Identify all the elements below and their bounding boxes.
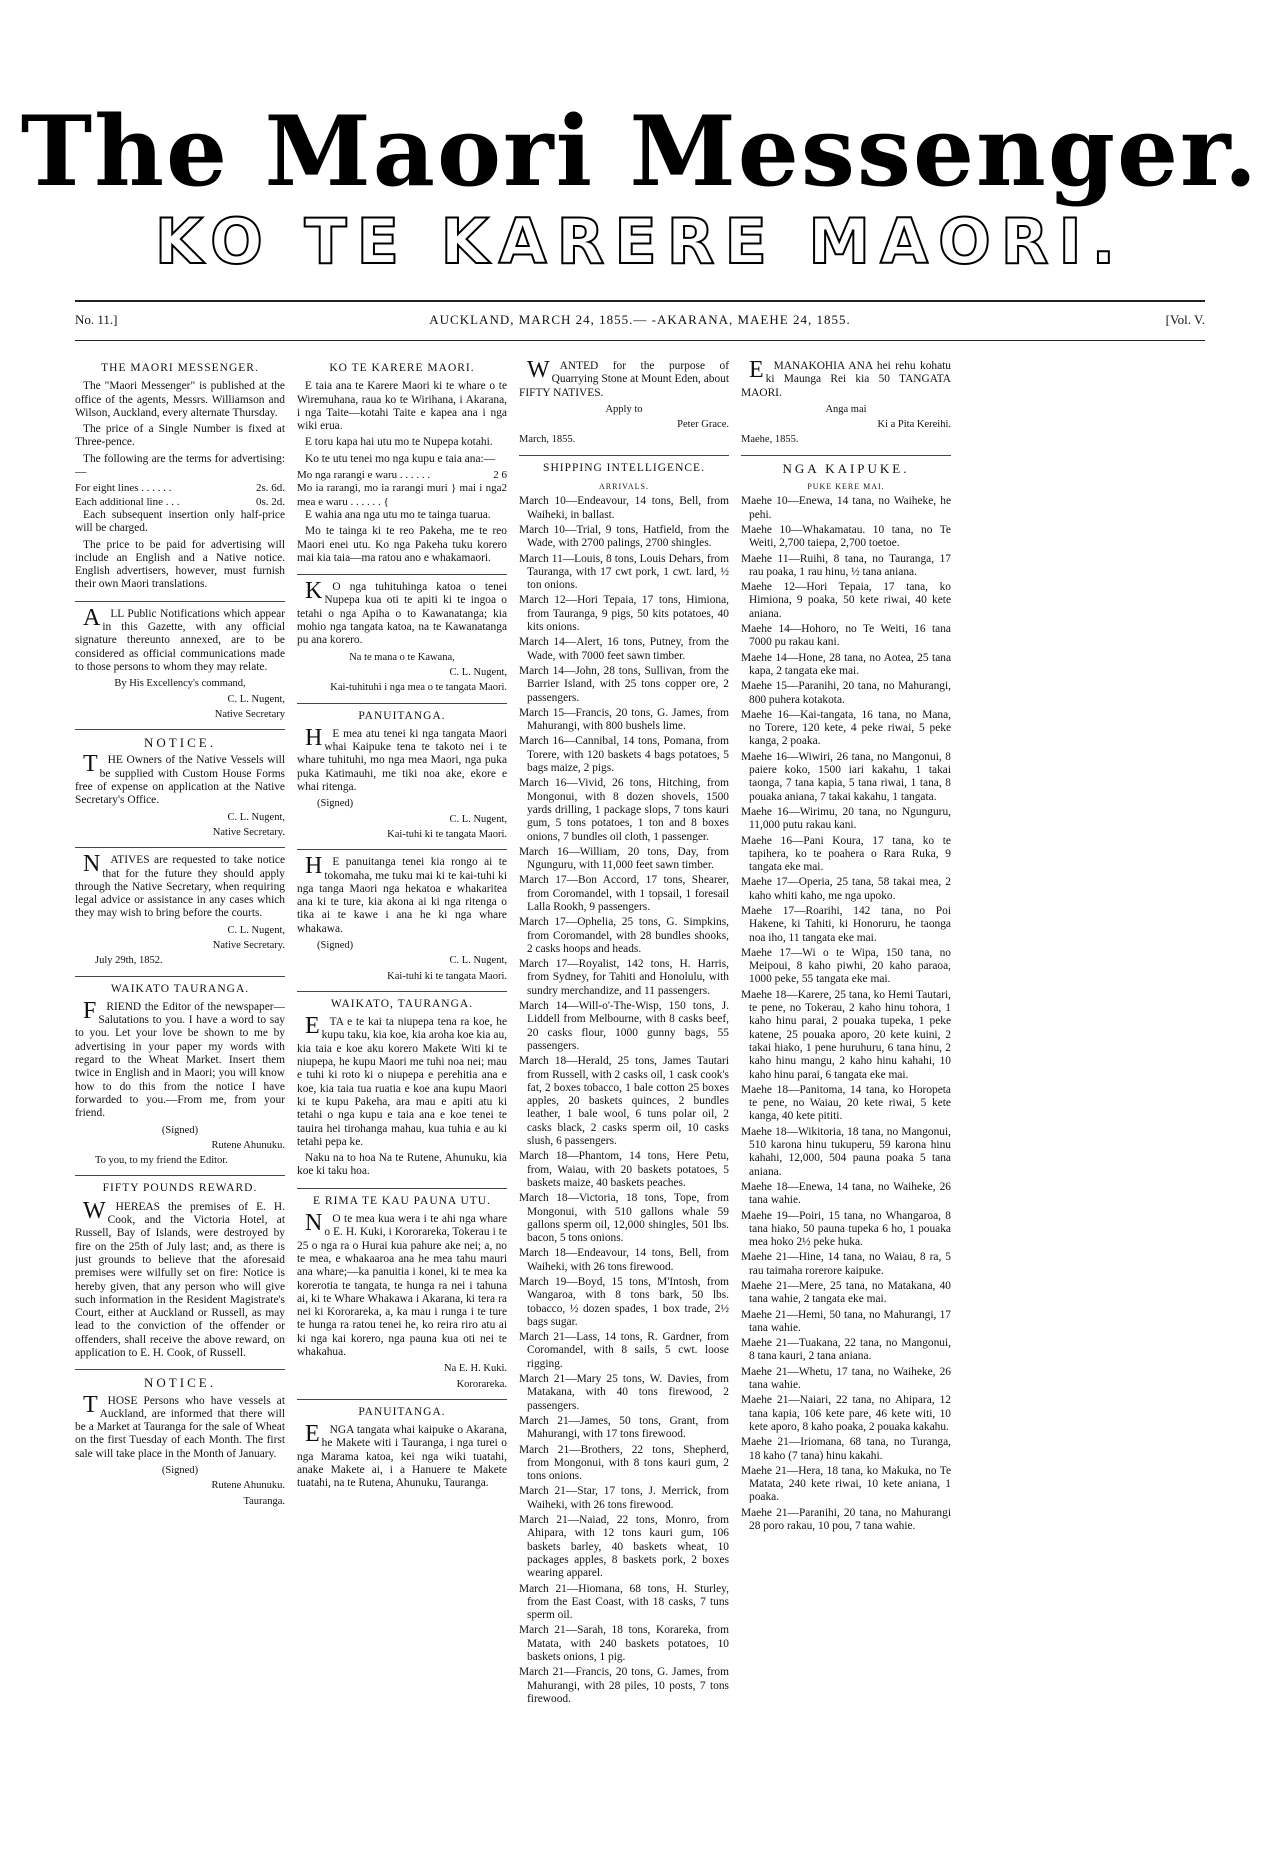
column-2 bbox=[297, 360, 507, 1840]
shipping-entry: Maehe 16—Pani Koura, 17 tana, ko te tapihera, ko te poahera o Rara Ruka, 9 tangata eke mai. bbox=[741, 834, 951, 874]
volume-number: [Vol. V. bbox=[1165, 312, 1205, 327]
shipping-entry: Maehe 17—Roarihi, 142 tana, no Poi Hakene, ki Tahiti, ki Honoruru, he taonga noa iho, 11 tangata eke mai. bbox=[741, 904, 951, 944]
paragraph: Naku na to hoa Na te Rutene, Ahunuku, kia koe ki taku hoa. bbox=[297, 1152, 507, 1178]
shipping-entry: Maehe 18—Wikitoria, 18 tana, no Mangonui, 510 karona hinu tukuperu, 59 karona hinu kahahi, 12,000, 504 pauna poaka 5 tana aniana. bbox=[741, 1125, 951, 1178]
signature-name: C. L. Nugent, bbox=[227, 924, 285, 936]
paragraph: The price of a Single Number is fixed at Three-pence. bbox=[75, 423, 285, 449]
kaipuke-list bbox=[741, 495, 951, 1533]
paragraph: NATIVES are requested to take notice that for the future they should apply through the Native Secretary, when requiring legal advice or assistance in any cases which they may wish to bring before the courts. bbox=[75, 851, 285, 920]
shipping-entry: Maehe 21—Hemi, 50 tana, no Mahurangi, 17 tana wahie. bbox=[741, 1308, 951, 1334]
signature-name: Na E. H. Kuki. bbox=[444, 1363, 507, 1375]
signature-title: Native Secretary bbox=[214, 708, 285, 720]
shipping-entry: March 17—Royalist, 142 tons, H. Harris, from Sydney, for Tahiti and Honolulu, with sundry merchandize, and 11 passengers. bbox=[519, 958, 729, 997]
signature-title: Kai-tuhi ki te tangata Maori. bbox=[387, 828, 507, 840]
paragraph: THOSE Persons who have vessels at Auckland, are informed that there will be a Market at Tauranga for the sale of Wheat on the first Tuesday of each Month. The first sale will take place in the Month of January. bbox=[75, 1391, 285, 1460]
shipping-entry: Maehe 17—Wi o te Wipa, 150 tana, no Meipoui, 8 kaho piwhi, 20 kaho paraoa, 1000 peke, 55 tangata eke mai. bbox=[741, 946, 951, 986]
shipping-entry: Maehe 18—Karere, 25 tana, ko Hemi Tautari, te pene, no Tokerau, 2 kaho hinu tohora, 1 kaho hinu parai, 2 pouaka tupeka, 1 peke katene, 25 pouaka aporo, 20 kete kuini, 2 takai hiako, 1 pene huruhuru, 6 tana hinu, 2 kaho hinu mangu, 2 kaho hinu kahahi, 10 kaho hinu parai, 6 tangata eke mai. bbox=[741, 988, 951, 1081]
newspaper-subtitle: KO TE KARERE MAORI. bbox=[154, 205, 1126, 278]
shipping-entry: March 19—Boyd, 15 tons, M'Intosh, from Wangaroa, with 8 tons bark, 50 lbs. tobacco, ½ dozen spades, 1 box trade, 2½ bags sugar. bbox=[519, 1276, 729, 1328]
section-heading: WAIKATO TAURANGA. bbox=[110, 982, 250, 995]
signature-name: C. L. Nugent, bbox=[227, 811, 285, 823]
paragraph: WANTED for the purpose of Quarrying Stone at Mount Eden, about FIFTY NATIVES. bbox=[519, 360, 729, 399]
shipping-entry: March 21—Hiomana, 68 tons, H. Sturley, from the East Coast, with 18 casks, 7 tuns sperm oil. bbox=[519, 1582, 729, 1622]
shipping-entry: Maehe 21—Naiari, 22 tana, no Ahipara, 12 tana kapia, 106 kete pare, 46 kete witi, 10 kete aporo, 8 kaho poaka, 2 pouaka kakahu. bbox=[741, 1394, 951, 1433]
arrivals-label: PUKE KERE MAI. bbox=[807, 482, 885, 492]
shipping-entry: Maehe 10—Enewa, 14 tana, no Waiheke, he pehi. bbox=[741, 495, 951, 521]
paragraph: The following are the terms for advertising:— bbox=[75, 452, 285, 479]
paragraph: HE panuitanga tenei kia rongo ai te tokomaha, me tuku mai ki te kai-tuhi ki nga tanga Maori nga hekatoa e whakaritea ana ki te ture, kia akona ai ki nga ritenga o tika ai te kawe i ana he ki nga whare whakawa. bbox=[297, 853, 507, 935]
paragraph: KO nga tuhituhinga katoa o tenei Nupepa kua oti te apiti ki te ingoa o tetahi o nga Apiha o to Kawanatanga; kia mohio nga tangata katoa, na te Kawanatanga pu ana korero. bbox=[297, 578, 507, 647]
paragraph: The price to be paid for advertising will include an English and a Native notice. English advertisers, however, must furnish their own Maori translations. bbox=[75, 538, 285, 591]
shipping-entry: March 18—Victoria, 18 tons, Tope, from Mongonui, with 510 gallons whale 59 gallons sperm oil, 12,000 shingles, 501 lbs. bacon, 5 tons onions. bbox=[519, 1192, 729, 1245]
shipping-entry: March 11—Louis, 8 tons, Louis Dehars, from Tauranga, with 17 cwt pork, 1 cwt. lard, ½ ton onions. bbox=[519, 552, 729, 592]
rate-value: 2s. 6d. bbox=[255, 482, 285, 495]
shipping-entry: Maehe 21—Hine, 14 tana, no Waiau, 8 ra, 5 rau taimaha rorerore kaipuke. bbox=[741, 1251, 951, 1277]
dateline-rule bbox=[75, 340, 1205, 341]
paragraph: FRIEND the Editor of the newspaper— Salutations to you. I have a word to say to you. Let your love be shown to me by advertising in your paper my words with regard to the Wheat Market. Insert them twice in English and in Maori; you will know how to do this from the notice I have forwarded to you.—From me, from your friend. bbox=[75, 997, 285, 1120]
signature-name: C. L. Nugent, bbox=[449, 955, 507, 967]
ko-te-karere-notice bbox=[297, 362, 507, 575]
shipping-entry: March 21—Lass, 14 tons, R. Gardner, from Coromandel, with 8 sails, 5 cwt. loose rigging. bbox=[519, 1331, 729, 1370]
public-notifications bbox=[75, 604, 285, 730]
manakohia-notice bbox=[741, 360, 951, 456]
paragraph: ENGA tangata whai kaipuke o Akarana, he Makete witi i Tauranga, i nga turei o nga Marama katoa, kei nga wiki tuatahi, anake Makete ai, i a Hanuere te Makete tuatahi, na te Rutena, Ahunuku, Tauranga. bbox=[297, 1421, 507, 1490]
shipping-entry: March 14—John, 28 tons, Sullivan, from the Barrier Island, with 25 tons copper ore, 2 passengers. bbox=[519, 664, 729, 704]
panuitanga-3 bbox=[297, 1406, 507, 1500]
paragraph: E wahia ana nga utu mo te tainga tuarua. bbox=[305, 508, 491, 521]
notice-market bbox=[75, 1376, 285, 1516]
column-4 bbox=[741, 360, 951, 1840]
shipping-entry: Maehe 16—Wiwiri, 26 tana, no Mangonui, 8 paiere koko, 1500 iari kakahu, 1 takai taonga, 7 tana kapia, 5 tana riwai, 1 tana, 8 pouaka aniana, 7 takai kakahu, 1 tangata. bbox=[741, 750, 951, 803]
shipping-list bbox=[519, 495, 729, 1706]
signature-line: By His Excellency's command, bbox=[114, 678, 246, 690]
nga-kaipuke bbox=[741, 462, 951, 1542]
signature-name: C. L. Nugent, bbox=[449, 666, 507, 678]
signature-title: Kai-tuhi ki te tangata Maori. bbox=[387, 970, 507, 982]
notice-natives bbox=[75, 851, 285, 976]
shipping-entry: March 12—Hori Tepaia, 17 tons, Himiona, from Tauranga, 9 pigs, 50 kits potatoes, 40 kits onions. bbox=[519, 594, 729, 634]
shipping-entry: Maehe 12—Hori Tepaia, 17 tana, ko Himiona, 9 poaka, 50 kete riwai, 40 kete aniana. bbox=[741, 581, 951, 620]
e-rima-te-kau-pauna bbox=[297, 1195, 507, 1400]
shipping-entry: Maehe 10—Whakamatau. 10 tana, no Te Weiti, 2,700 taiepa, 2,700 toetoe. bbox=[741, 523, 951, 550]
column-5 bbox=[963, 360, 1205, 1840]
section-heading: NOTICE. bbox=[144, 1375, 216, 1391]
section-heading: PANUITANGA. bbox=[358, 709, 446, 722]
paragraph: ALL Public Notifications which appear in this Gazette, with any official signature thereunto annexed, are to be considered as official communications made to those persons to whom they may relate. bbox=[75, 604, 285, 673]
paragraph: Mo te tainga ki te reo Pakeha, me te reo Maori enei utu. Ko nga Pakeha tuku korero mai kia taia—ma ratou ano e whakamaori. bbox=[297, 525, 507, 564]
shipping-entry: March 18—Herald, 25 tons, James Tautari from Russell, with 2 casks oil, 1 cask cook's fat, 2 boxes tobacco, 1 bale cotton 25 boxes apples, 20 baskets quinces, 2 bundles leather, 1 bale wool, 6 tuns polar oil, 2 casks black, 2 casks sperm oil, 10 casks slush, 6 passengers. bbox=[519, 1055, 729, 1148]
rate-line bbox=[75, 496, 285, 509]
shipping-entry: March 15—Francis, 20 tons, G. James, from Mahurangi, with 800 bushels lime. bbox=[519, 706, 729, 733]
shipping-entry: March 14—Will-o'-The-Wisp, 150 tons, J. Liddell from Melbourne, with 8 casks beef, 20 casks flour, 1000 gunny bags, 55 passengers. bbox=[519, 1000, 729, 1052]
notice-vessels bbox=[75, 736, 285, 848]
column-3 bbox=[519, 360, 729, 1840]
shipping-entry: March 16—Vivid, 26 tons, Hitching, from Mongonui, with 8 dozen shovels, 1500 yards drilling, 1 package slops, 7 tons kauri gum, 5 tons potatoes, 1 ton and 8 boxes onions, 7 bundles oil cloth, 1 passenger. bbox=[519, 777, 729, 843]
paragraph: HE mea atu tenei ki nga tangata Maori whai Kaipuke tena te takoto nei i te whare tuhituhi, mo nga mea Maori, nga puka puka Katimauhi, me tiki noa ake, ekore e whai ritenga. bbox=[297, 724, 507, 794]
rate-label: Mo nga rarangi e waru . . . . . . bbox=[297, 469, 431, 482]
issue-date: AUCKLAND, MARCH 24, 1855.— -AKARANA, MAEHE 24, 1855. bbox=[429, 312, 851, 327]
shipping-entry: Maehe 17—Operia, 25 tana, 58 takai mea, 2 kaho whiti kaho, me nga upoko. bbox=[741, 876, 951, 902]
signature-title: Kai-tuhituhi i nga mea o te tangata Maori. bbox=[330, 682, 507, 694]
shipping-entry: March 10—Endeavour, 14 tons, Bell, from Waiheki, in ballast. bbox=[519, 495, 729, 521]
arrivals-label: ARRIVALS. bbox=[599, 482, 649, 492]
signed-label: (Signed) bbox=[161, 1124, 199, 1136]
shipping-entry: Maehe 21—Mere, 25 tana, no Matakana, 40 tana wahie, 2 tangata eke mai. bbox=[741, 1280, 951, 1306]
shipping-entry: March 18—Phantom, 14 tons, Here Petu, from, Waiau, with 20 baskets potatoes, 5 baskets maize, 40 baskets peaches. bbox=[519, 1150, 729, 1189]
page-columns bbox=[75, 360, 1205, 1840]
shipping-entry: Maehe 18—Panitoma, 14 tana, ko Horopeta te pene, no Waiau, 20 kete riwai, 5 kete kanga, 40 kete pititi. bbox=[741, 1083, 951, 1123]
section-heading: NGA KAIPUKE. bbox=[782, 460, 910, 476]
paragraph: EMANAKOHIA ANA hei rehu kohatu ki Maunga Rei kia 50 TANGATA MAORI. bbox=[741, 360, 951, 399]
shipping-entry: March 21—James, 50 tons, Grant, from Mahurangi, with 17 tons firewood. bbox=[519, 1414, 729, 1441]
notice-date: July 29th, 1852. bbox=[95, 955, 163, 967]
dateline bbox=[75, 312, 1205, 336]
signature-name: Rutene Ahunuku. bbox=[211, 1480, 285, 1492]
rate-line bbox=[75, 482, 285, 495]
notice-date: March, 1855. bbox=[519, 434, 576, 446]
shipping-entry: Maehe 15—Paranihi, 20 tana, no Mahurangi, 800 puhera kotakota. bbox=[741, 680, 951, 706]
shipping-entry: March 21—Star, 17 tons, J. Merrick, from Waiheki, with 26 tons firewood. bbox=[519, 1485, 729, 1511]
signature-name: C. L. Nugent, bbox=[449, 813, 507, 825]
signature-title: Native Secretary. bbox=[212, 826, 285, 838]
section-heading: PANUITANGA. bbox=[358, 1405, 446, 1418]
signature-name: Ki a Pita Kereihi. bbox=[877, 419, 951, 431]
panuitanga-2 bbox=[297, 853, 507, 992]
shipping-entry: March 16—Cannibal, 14 tons, Pomana, from Torere, with 120 baskets 4 bags potatoes, 5 bags maize, 2 pigs. bbox=[519, 735, 729, 775]
section-heading: KO TE KARERE MAORI. bbox=[329, 362, 475, 374]
signature-place: Kororareka. bbox=[456, 1378, 507, 1390]
shipping-entry: Maehe 21—Tuakana, 22 tana, no Mangonui, 8 tana kauri, 2 tana aniana. bbox=[741, 1337, 951, 1363]
shipping-entry: Maehe 21—Hera, 18 tana, ko Makuka, no Te Matata, 240 kete riwai, 10 kete aniana, 1 poaka. bbox=[741, 1464, 951, 1504]
signature-name: Rutene Ahunuku. bbox=[211, 1139, 285, 1151]
signature-name: Peter Grace. bbox=[677, 419, 729, 431]
shipping-entry: Maehe 18—Enewa, 14 tana, no Waiheke, 26 tana wahie. bbox=[741, 1180, 951, 1207]
shipping-entry: Maehe 19—Poiri, 15 tana, no Whangaroa, 8 tana hiako, 50 pauna tupeka 6 ho, 1 pouaka mea hoko 2½ peke huka. bbox=[741, 1209, 951, 1249]
section-heading: WAIKATO, TAURANGA. bbox=[330, 997, 474, 1010]
ko-nga-tuhituhinga bbox=[297, 578, 507, 703]
rate-line bbox=[297, 482, 507, 509]
shipping-entry: March 17—Ophelia, 25 tons, G. Simpkins, from Coromandel, with 28 bundles shooks, 2 casks hoops and heads. bbox=[519, 916, 729, 955]
apply-label: Apply to bbox=[605, 403, 643, 415]
signed-label: (Signed) bbox=[317, 798, 354, 810]
maori-messenger-notice bbox=[75, 362, 285, 602]
shipping-entry: March 16—William, 20 tons, Day, from Ngunguru, with 11,000 feet sawn timber. bbox=[519, 845, 729, 872]
shipping-entry: March 21—Mary 25 tons, W. Davies, from Matakana, with 40 tons firewood, 2 passengers. bbox=[519, 1373, 729, 1412]
shipping-entry: March 10—Trial, 9 tons, Hatfield, from the Wade, with 2700 palings, 2700 shingles. bbox=[519, 523, 729, 550]
addressee: To you, to my friend the Editor. bbox=[95, 1155, 228, 1167]
masthead-rule bbox=[75, 300, 1205, 302]
signed-label: (Signed) bbox=[317, 939, 354, 951]
shipping-entry: Maehe 14—Hohoro, no Te Weiti, 16 tana 7000 pu rakau kani. bbox=[741, 623, 951, 649]
wanted-notice bbox=[519, 360, 729, 456]
shipping-intelligence bbox=[519, 462, 729, 1714]
rate-label: Mo ia rarangi, mo ia rarangi muri } mai i nga mea e waru . . . . . . { bbox=[297, 482, 502, 508]
apply-label: Anga mai bbox=[825, 403, 867, 415]
rate-value: 0s. 2d. bbox=[255, 495, 285, 508]
paragraph: ETA e te kai ta niupepa tena ra koe, he kupu taku, kia koe, kia aroha koe kia au, kia taia e koe aku korero Makete Witi ki te niupepa, he kupu Maori me tuhi noa nei; mau e tuhi ki roto ki o niupepa e perehitia ana e koe, kia taia tua ruatia e koe ana kupu Maori ki te kupu Pakeha, ara mau e apiti atu ki tetahi o nga kupu e taia ana e koe tenei te tauira hei tirohanga mahau, kua tuhia e au ki tetahi pepa ke. bbox=[297, 1013, 507, 1148]
waikato-tauranga-letter bbox=[75, 983, 285, 1177]
rate-line bbox=[297, 469, 507, 482]
issue-number: No. 11.] bbox=[75, 312, 118, 327]
shipping-entry: March 21—Naiad, 22 tons, Monro, from Ahipara, with 12 tons kauri gum, 106 baskets barley, 40 baskets wheat, 10 packages apples, 8 baskets pork, 2 boxes wearing apparel. bbox=[519, 1514, 729, 1580]
shipping-entry: March 21—Francis, 20 tons, G. James, from Mahurangi, with 28 piles, 10 posts, 7 tons firewood. bbox=[519, 1666, 729, 1705]
shipping-entry: Maehe 21—Iriomana, 68 tana, no Turanga, 18 kaho (7 tana) hinu kakahi. bbox=[741, 1436, 951, 1462]
paragraph: Each subsequent insertion only half-price will be charged. bbox=[75, 508, 285, 535]
signed-label: (Signed) bbox=[161, 1465, 199, 1477]
shipping-entry: March 21—Brothers, 22 tons, Shepherd, from Mongonui, with 8 tons kauri gum, 2 tons onions. bbox=[519, 1443, 729, 1483]
reward-notice bbox=[75, 1182, 285, 1370]
newspaper-title: The Maori Messenger. bbox=[20, 95, 1260, 208]
paragraph: THE Owners of the Native Vessels will be supplied with Custom House Forms free of expense on application at the Native Secretary's Office. bbox=[75, 751, 285, 807]
rate-label: Each additional line . . . bbox=[75, 495, 180, 508]
shipping-entry: Maehe 21—Whetu, 17 tana, no Waiheke, 26 tana wahie. bbox=[741, 1365, 951, 1392]
paragraph: Ko te utu tenei mo nga kupu e taia ana:— bbox=[305, 452, 496, 465]
column-1 bbox=[75, 360, 285, 1840]
signature-place: Tauranga. bbox=[243, 1495, 285, 1507]
masthead bbox=[0, 0, 1280, 300]
shipping-entry: Maehe 16—Kai-tangata, 16 tana, no Mana, no Torere, 120 kete, 4 peke riwai, 5 peke kanga, 2 poaka. bbox=[741, 708, 951, 748]
shipping-entry: March 17—Bon Accord, 17 tons, Shearer, from Coromandel, with 1 topsail, 1 foresail Lalla Rookh, 9 passengers. bbox=[519, 874, 729, 913]
rate-value: 2 bbox=[501, 482, 507, 495]
paragraph: NO te mea kua wera i te ahi nga whare o E. H. Kuki, i Kororareka, Tokerau i te 25 o nga ra o Hurai kua pahure ake nei; a, no te mea, e whakaaroa ana he mea tahu mauri ana whare;—ka panuitia i konei, ki te mea ka korerotia te tangata, te hunga ra nei i tahuna ai, ki te Whare Whakawa i Akarana, ki tera ra nei ki Kororareka, a, ka mau i runga i te ture te hunga ra ratou tenei he, ko reira riro atu ai ki nga kai korero, nga pauna kua oti nei te whakahua. bbox=[297, 1210, 507, 1358]
waikato-tauranga-maori bbox=[297, 998, 507, 1189]
paragraph: E toru kapa hai utu mo te Nupepa kotahi. bbox=[305, 436, 493, 449]
paragraph: E taia ana te Karere Maori ki te whare o te Wiremuhana, raua ko te Wirihana, i Akarana, i nga Taite—kotahi Taite e kapea ana i nga wiki erua. bbox=[297, 380, 507, 433]
rate-label: For eight lines . . . . . . bbox=[75, 482, 172, 495]
signature-name: C. L. Nugent, bbox=[227, 693, 285, 705]
section-heading: THE MAORI MESSENGER. bbox=[101, 362, 259, 374]
shipping-entry: Maehe 21—Paranihi, 20 tana, no Mahurangi 28 poro rakau, 10 pou, 7 tana wahie. bbox=[741, 1506, 951, 1533]
paragraph: WHEREAS the premises of E. H. Cook, and the Victoria Hotel, at Russell, Bay of Islands, were destroyed by fire on the 25th of July last; and, as there is just grounds to believe that the aforesaid premises were wilfully set on fire: Notice is hereby given, that any person who will give such information in the Resident Magistrate's Court, either at Auckland or Russell, as may lead to the conviction of the offender or offenders, shall receive the above reward, on application to E. H. Cook, of Russell. bbox=[75, 1197, 285, 1359]
signature-title: Native Secretary. bbox=[212, 939, 285, 951]
section-heading: E RIMA TE KAU PAUNA UTU. bbox=[313, 1194, 491, 1207]
signature-line: Na te mana o te Kawana, bbox=[349, 651, 455, 663]
section-heading: NOTICE. bbox=[144, 735, 216, 751]
shipping-entry: March 14—Alert, 16 tons, Putney, from the Wade, with 7000 feet sawn timber. bbox=[519, 636, 729, 662]
section-heading: FIFTY POUNDS REWARD. bbox=[102, 1182, 258, 1195]
paragraph: The "Maori Messenger" is published at the office of the agents, Messrs. Williamson and Wilson, Auckland, every alternate Thursday. bbox=[75, 380, 285, 419]
shipping-entry: Maehe 14—Hone, 28 tana, no Aotea, 25 tana kapa, 2 tangata eke mai. bbox=[741, 651, 951, 677]
notice-date: Maehe, 1855. bbox=[741, 434, 799, 446]
section-heading: SHIPPING INTELLIGENCE. bbox=[543, 461, 705, 474]
shipping-entry: March 18—Endeavour, 14 tons, Bell, from Waiheki, with 26 tons firewood. bbox=[519, 1247, 729, 1273]
shipping-entry: Maehe 16—Wirimu, 20 tana, no Ngunguru, 11,000 putu rakau kani. bbox=[741, 805, 951, 832]
panuitanga-1 bbox=[297, 710, 507, 851]
shipping-entry: March 21—Sarah, 18 tons, Korareka, from Matata, with 240 baskets potatoes, 10 baskets onions, 1 pig. bbox=[519, 1624, 729, 1664]
shipping-entry: Maehe 11—Ruihi, 8 tana, no Tauranga, 17 rau poaka, 1 rau hinu, ½ tana aniana. bbox=[741, 552, 951, 578]
rate-value: 2 6 bbox=[493, 469, 507, 482]
